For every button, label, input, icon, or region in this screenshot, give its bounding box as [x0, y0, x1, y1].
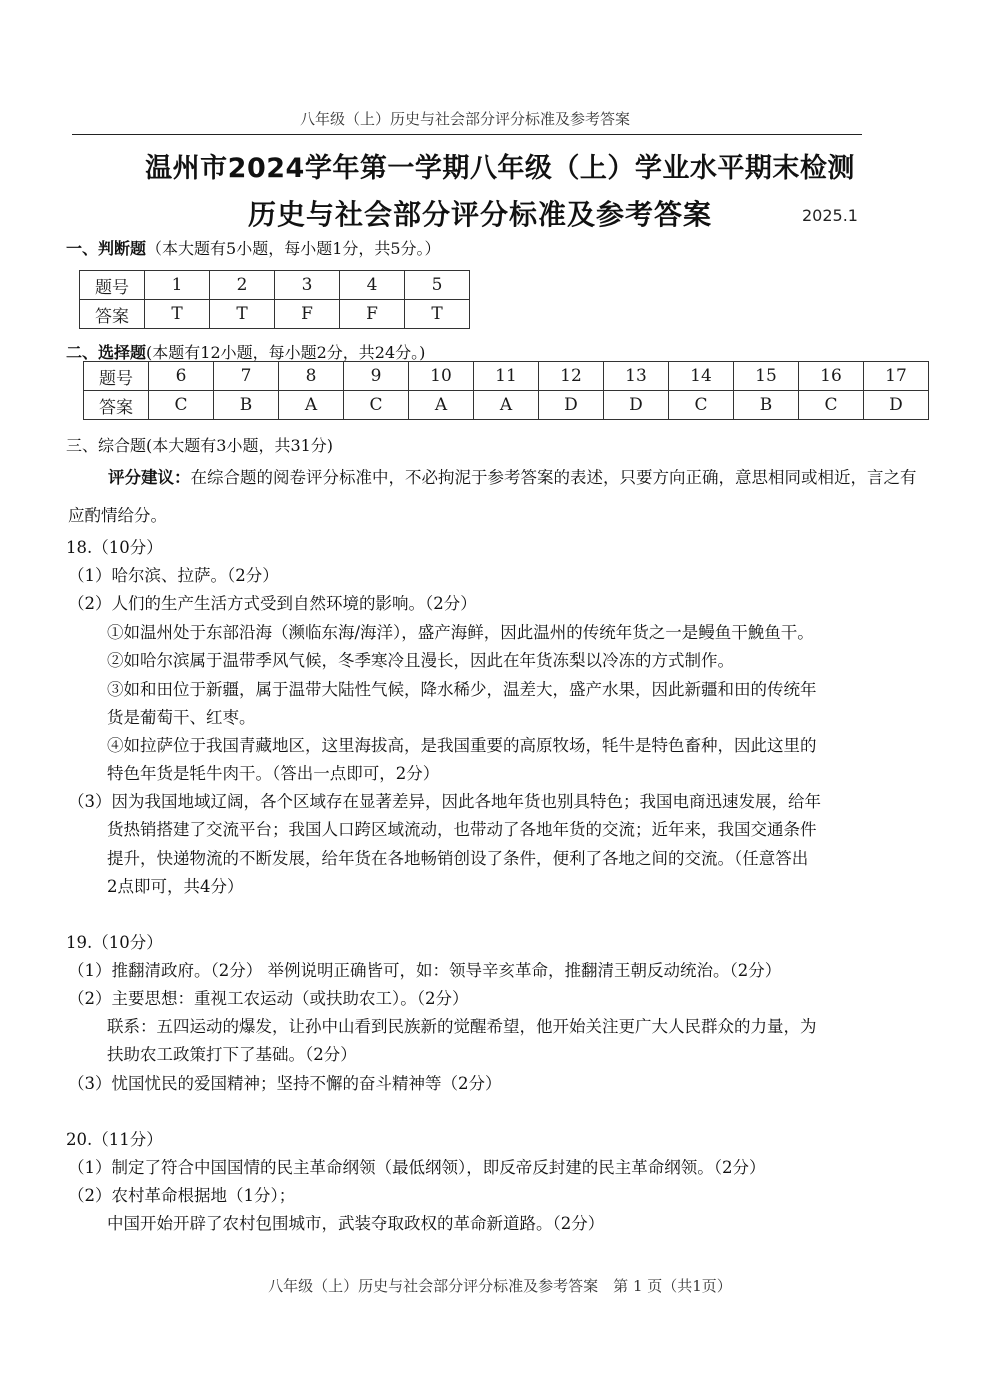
answer-cell: C: [344, 391, 409, 420]
true-false-answer-table: [79, 270, 470, 329]
q18-part2-item: ②如哈尔滨属于温带季风气候，冬季寒冷且漫长，因此在年货冻梨以冷冻的方式制作。: [107, 651, 734, 670]
section-1-heading: [66, 236, 441, 259]
running-head: 八年级（上）历史与社会部分评分标准及参考答案: [299, 110, 630, 128]
answer-row: [84, 391, 929, 420]
question-number: 16: [799, 362, 864, 391]
question-number: 7: [214, 362, 279, 391]
q18-part1: （1）哈尔滨、拉萨。（2分）: [68, 566, 279, 585]
section-3-label: 三、综合题: [66, 436, 147, 455]
page-footer: 八年级（上）历史与社会部分评分标准及参考答案 第 1 页（共1页）: [268, 1277, 732, 1295]
q18-part2-item: ③如和田位于新疆，属于温带大陆性气候，降水稀少，温差大，盛产水果，因此新疆和田的传统年: [107, 680, 817, 699]
question-number: 11: [474, 362, 539, 391]
q19-part1: （1）推翻清政府。（2分） 举例说明正确皆可，如：领导辛亥革命，推翻清王朝反动统治。（2分）: [68, 961, 782, 980]
q18-part3-line: 货热销搭建了交流平台；我国人口跨区域流动，也带动了各地年货的交流；近年来，我国交通条件: [107, 820, 817, 839]
q18-part2-item: 货是葡萄干、红枣。: [107, 708, 256, 727]
document-date: 2025.1: [802, 206, 858, 225]
section-3-note: (本大题有3小题，共31分): [146, 436, 334, 455]
question-number: 5: [405, 271, 470, 300]
q19-part2-line: 扶助农工政策打下了基础。（2分）: [107, 1045, 357, 1064]
answer-cell: A: [409, 391, 474, 420]
grading-note: [68, 459, 930, 535]
question-number: 6: [149, 362, 214, 391]
q20-title: 20.（11分）: [66, 1130, 163, 1149]
row-label-question: 题号: [84, 362, 149, 391]
q18-part3-line: 2点即可，共4分）: [107, 877, 244, 896]
question-number: 8: [279, 362, 344, 391]
question-number: 13: [604, 362, 669, 391]
answer-cell: C: [799, 391, 864, 420]
section-2-note: (本题有12小题，每小题2分，共24分。): [146, 343, 426, 362]
q18-part2-item: ④如拉萨位于我国青藏地区，这里海拔高，是我国重要的高原牧场，牦牛是特色畜种，因此这里的: [107, 736, 817, 755]
answer-row: [80, 300, 470, 329]
section-2-heading: [66, 340, 425, 363]
q18-part2: （2）人们的生产生活方式受到自然环境的影响。（2分）: [68, 594, 477, 613]
answer-cell: D: [864, 391, 929, 420]
q19-part2-line: 联系：五四运动的爆发，让孙中山看到民族新的觉醒希望，他开始关注更广大人民群众的力量，为: [107, 1017, 817, 1036]
question-number: 12: [539, 362, 604, 391]
q18-part3-line: 提升，快递物流的不断发展，给年货在各地畅销创设了条件，便利了各地之间的交流。（任意答出: [107, 849, 809, 868]
question-number: 14: [669, 362, 734, 391]
question-number: 15: [734, 362, 799, 391]
question-number: 2: [210, 271, 275, 300]
q19-part2: （2）主要思想：重视工农运动（或扶助农工）。（2分）: [68, 989, 469, 1008]
answer-cell: A: [474, 391, 539, 420]
section-3-heading: [66, 433, 333, 456]
question-number: 1: [145, 271, 210, 300]
answer-cell: T: [210, 300, 275, 329]
answer-cell: B: [214, 391, 279, 420]
row-label-answer: 答案: [84, 391, 149, 420]
row-label-answer: 答案: [80, 300, 145, 329]
answer-cell: D: [604, 391, 669, 420]
row-label-question: 题号: [80, 271, 145, 300]
multiple-choice-answer-table: [83, 361, 929, 420]
answer-cell: C: [669, 391, 734, 420]
answer-cell: F: [340, 300, 405, 329]
document-title: 温州市2024学年第一学期八年级（上）学业水平期末检测: [145, 153, 855, 184]
q20-part2-line: 中国开始开辟了农村包围城市，武装夺取政权的革命新道路。（2分）: [107, 1214, 605, 1233]
q18-part3: （3）因为我国地域辽阔，各个区域存在显著差异，因此各地年货也别具特色；我国电商迅速发展，给年: [68, 792, 821, 811]
q18-part2-item: ①如温州处于东部沿海（濒临东海/海洋），盛产海鲜，因此温州的传统年货之一是鳗鱼干鮸鱼干。: [107, 623, 814, 642]
question-number: 10: [409, 362, 474, 391]
header-rule: [72, 134, 862, 135]
document-subtitle: 历史与社会部分评分标准及参考答案: [247, 198, 712, 231]
q20-part1: （1）制定了符合中国国情的民主革命纲领（最低纲领），即反帝反封建的民主革命纲领。（2分）: [68, 1158, 766, 1177]
section-1-note: （本大题有5小题，每小题1分，共5分。）: [146, 239, 441, 258]
q18-title: 18.（10分）: [66, 538, 163, 557]
answer-cell: F: [275, 300, 340, 329]
grading-note-text: 在综合题的阅卷评分标准中，不必拘泥于参考答案的表述，只要方向正确，意思相同或相近，言之有应酌情给分。: [68, 468, 917, 525]
answer-cell: C: [149, 391, 214, 420]
question-number: 9: [344, 362, 409, 391]
section-2-label: 二、选择题: [66, 343, 147, 362]
section-1-label: 一、判断题: [66, 239, 147, 258]
answer-cell: D: [539, 391, 604, 420]
q19-part3: （3）忧国忧民的爱国精神；坚持不懈的奋斗精神等（2分）: [68, 1074, 502, 1093]
answer-cell: B: [734, 391, 799, 420]
answer-cell: T: [405, 300, 470, 329]
q20-part2: （2）农村革命根据地（1分）；: [68, 1186, 296, 1205]
question-number: 3: [275, 271, 340, 300]
answer-cell: A: [279, 391, 344, 420]
answer-cell: T: [145, 300, 210, 329]
question-number: 4: [340, 271, 405, 300]
question-number: 17: [864, 362, 929, 391]
q18-part2-item: 特色年货是牦牛肉干。（答出一点即可，2分）: [107, 764, 440, 783]
question-number-row: [84, 362, 929, 391]
q19-title: 19.（10分）: [66, 933, 163, 952]
grading-note-label: 评分建议：: [108, 468, 191, 487]
question-number-row: [80, 271, 470, 300]
